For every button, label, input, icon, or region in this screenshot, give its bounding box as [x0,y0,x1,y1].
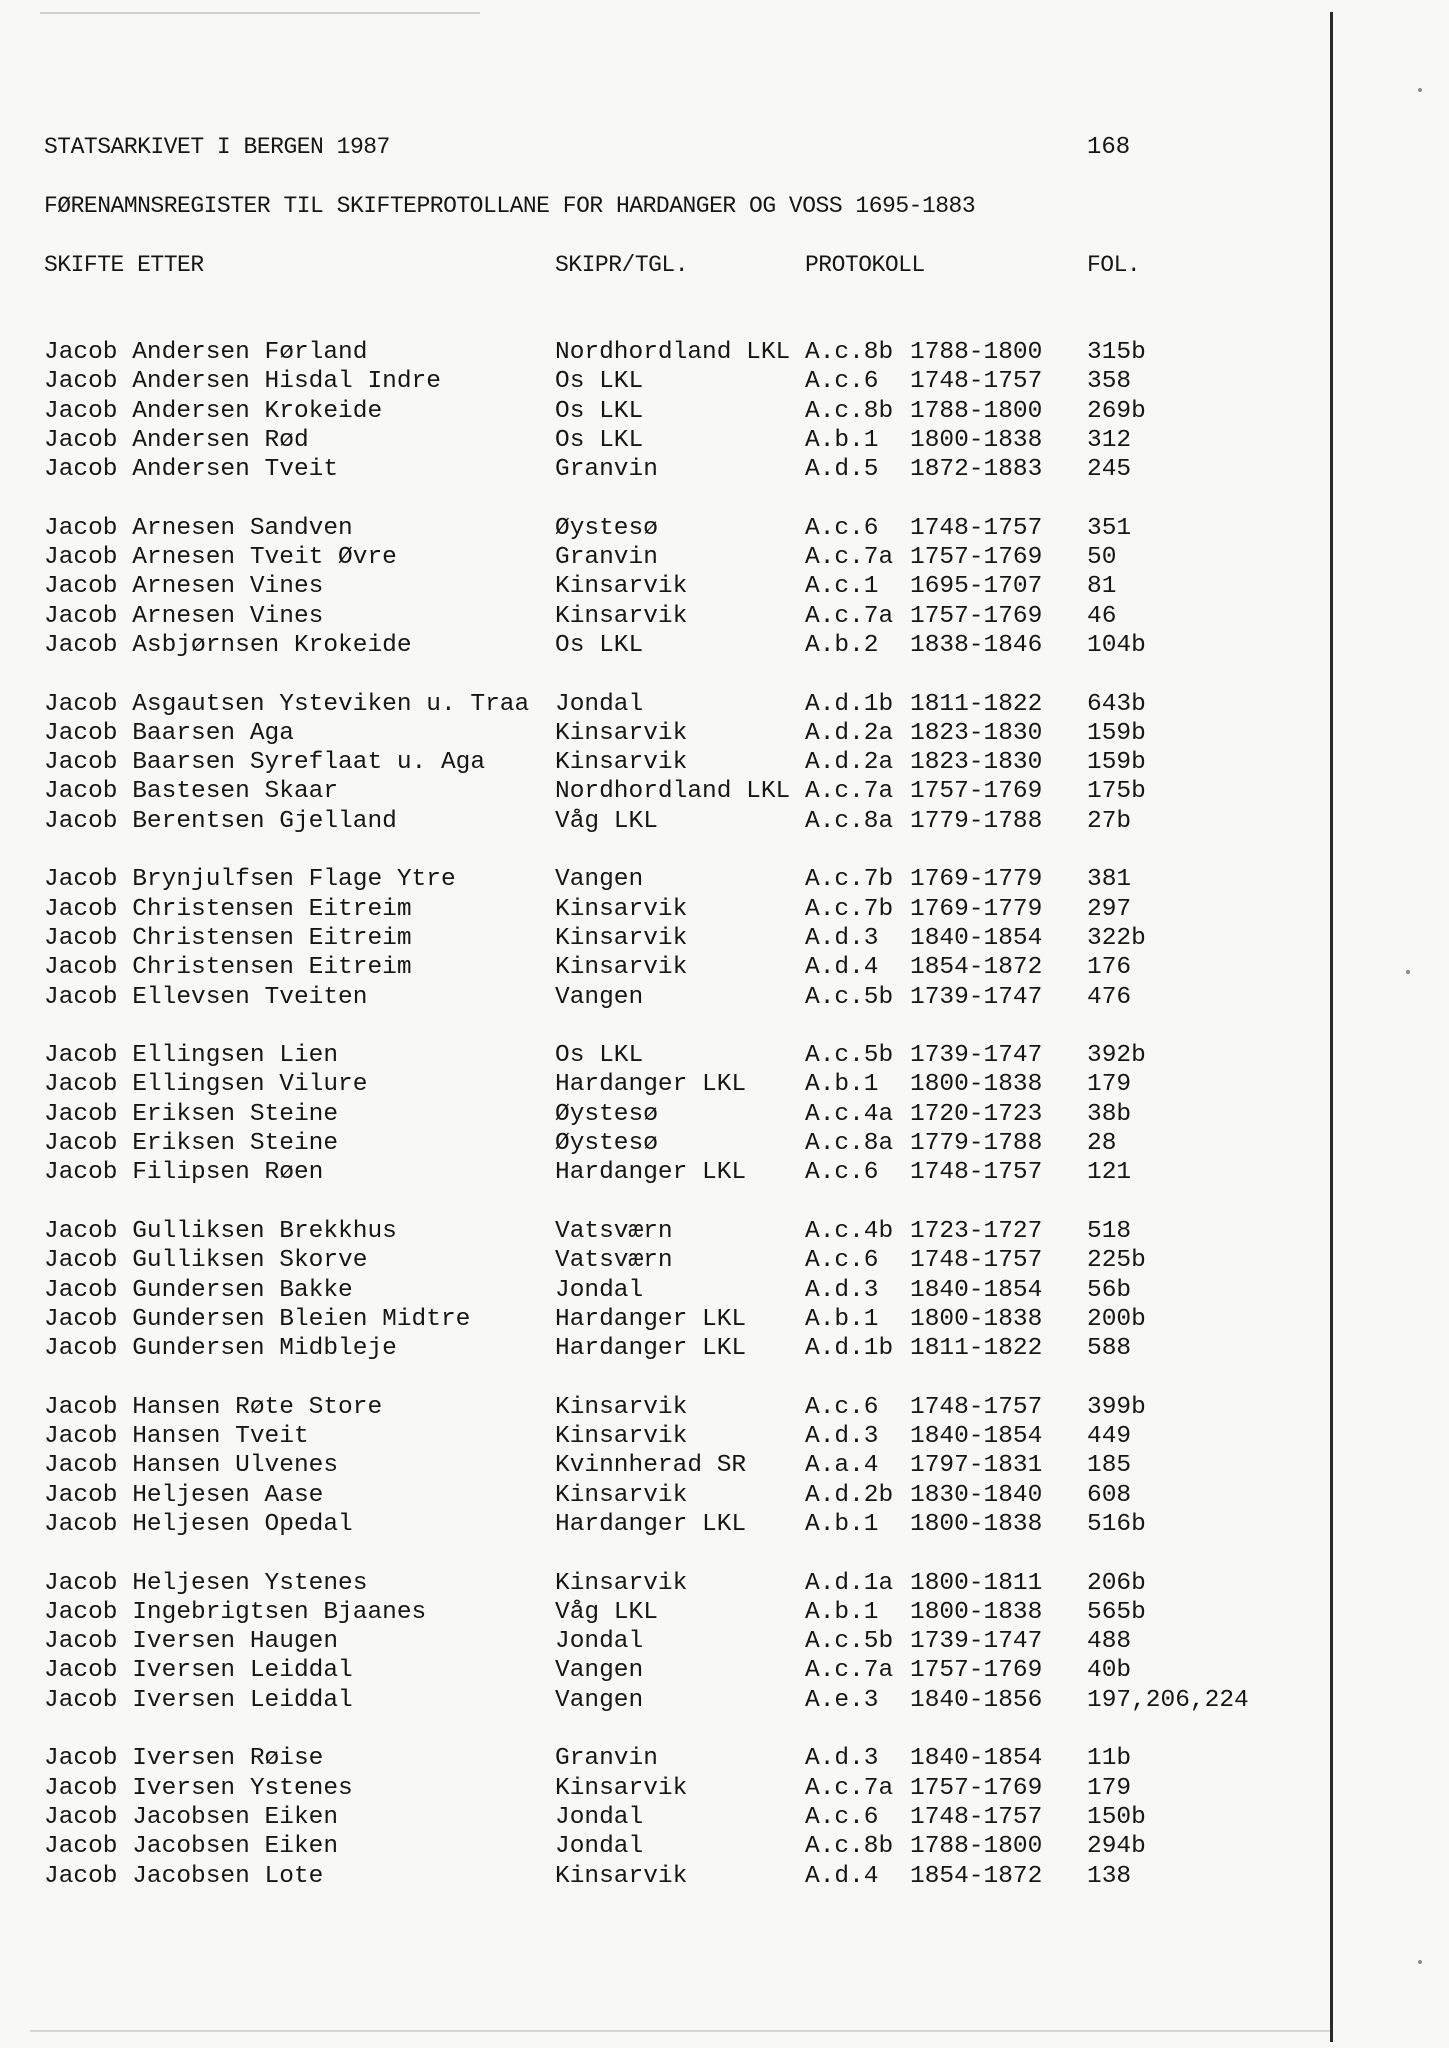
entry-name: Jacob Heljesen Ystenes [44,1570,368,1597]
entry-place: Hardanger LKL [555,1335,747,1362]
entry-place: Kinsarvik [555,1570,688,1597]
entry-years: 1748-1757 [910,1159,1043,1186]
entry-folio: 399b [1087,1394,1146,1421]
register-title: FØRENAMNSREGISTER TIL SKIFTEPROTOLLANE FOR HARDANGER OG VOSS 1695-1883 [44,193,976,219]
entry-folio: 159b [1087,749,1146,776]
entry-folio: 46 [1087,603,1117,630]
entry-folio: 488 [1087,1628,1132,1655]
entry-place: Øystesø [555,515,658,542]
entry-place: Nordhordland LKL [555,778,791,805]
entry-protocol-ref: A.c.8b [805,398,894,425]
entry-place: Kvinnherad SR [555,1452,747,1479]
entry-place: Vangen [555,1657,644,1684]
entry-name: Jacob Brynjulfsen Flage Ytre [44,866,456,893]
entry-place: Granvin [555,1745,658,1772]
entry-years: 1840-1854 [910,925,1043,952]
entry-protocol-ref: A.c.5b [805,1042,894,1069]
entry-protocol-ref: A.b.2 [805,632,879,659]
entry-place: Jondal [555,1277,644,1304]
entry-name: Jacob Asbjørnsen Krokeide [44,632,412,659]
entry-name: Jacob Eriksen Steine [44,1101,339,1128]
entry-place: Os LKL [555,398,644,425]
entry-folio: 449 [1087,1423,1132,1450]
column-header-name: SKIFTE ETTER [44,252,204,278]
entry-folio: 176 [1087,954,1132,981]
entry-name: Jacob Gundersen Midbleje [44,1335,397,1362]
entry-protocol-ref: A.c.8a [805,808,894,835]
entry-years: 1823-1830 [910,749,1043,776]
entry-years: 1811-1822 [910,691,1043,718]
entry-years: 1800-1811 [910,1570,1043,1597]
entry-name: Jacob Gulliksen Skorve [44,1247,368,1274]
scan-speck [1406,970,1410,974]
entry-place: Kinsarvik [555,896,688,923]
entry-name: Jacob Ellingsen Lien [44,1042,339,1069]
entry-protocol-ref: A.d.3 [805,1277,879,1304]
entry-name: Jacob Gundersen Bleien Midtre [44,1306,471,1333]
entry-place: Os LKL [555,1042,644,1069]
entry-protocol-ref: A.a.4 [805,1452,879,1479]
entry-protocol-ref: A.c.6 [805,1394,879,1421]
entry-folio: 175b [1087,778,1146,805]
entry-years: 1739-1747 [910,1628,1043,1655]
entry-protocol-ref: A.c.5b [805,984,894,1011]
entry-folio: 297 [1087,896,1132,923]
entry-folio: 269b [1087,398,1146,425]
entry-years: 1769-1779 [910,866,1043,893]
entry-name: Jacob Hansen Røte Store [44,1394,383,1421]
entry-folio: 381 [1087,866,1132,893]
entry-name: Jacob Andersen Rød [44,427,309,454]
entry-name: Jacob Iversen Leiddal [44,1657,353,1684]
entry-years: 1757-1769 [910,1775,1043,1802]
scan-speck [1418,1960,1422,1964]
entry-years: 1739-1747 [910,1042,1043,1069]
right-margin-line [1330,12,1333,2042]
entry-name: Jacob Iversen Haugen [44,1628,339,1655]
entry-protocol-ref: A.d.4 [805,954,879,981]
entry-years: 1830-1840 [910,1482,1043,1509]
column-header-place: SKIPR/TGL. [555,252,689,278]
entry-name: Jacob Ellevsen Tveiten [44,984,368,1011]
column-header-folio: FOL. [1087,252,1141,278]
entry-folio: 518 [1087,1218,1132,1245]
entry-name: Jacob Christensen Eitreim [44,925,412,952]
entry-years: 1823-1830 [910,720,1043,747]
entry-place: Hardanger LKL [555,1071,747,1098]
entry-folio: 225b [1087,1247,1146,1274]
entry-name: Jacob Heljesen Aase [44,1482,324,1509]
entry-protocol-ref: A.c.4b [805,1218,894,1245]
entry-folio: 56b [1087,1277,1132,1304]
entry-name: Jacob Gundersen Bakke [44,1277,353,1304]
entry-place: Hardanger LKL [555,1511,747,1538]
entry-place: Granvin [555,456,658,483]
entry-folio: 312 [1087,427,1132,454]
entry-protocol-ref: A.c.6 [805,1247,879,1274]
entry-place: Kinsarvik [555,1863,688,1890]
entry-folio: 121 [1087,1159,1132,1186]
entry-protocol-ref: A.c.6 [805,515,879,542]
entry-protocol-ref: A.d.3 [805,1745,879,1772]
entry-folio: 50 [1087,544,1117,571]
entry-protocol-ref: A.d.2b [805,1482,894,1509]
entry-years: 1788-1800 [910,398,1043,425]
entry-protocol-ref: A.c.7b [805,866,894,893]
entry-protocol-ref: A.d.1b [805,1335,894,1362]
top-edge-line [40,12,480,14]
entry-years: 1757-1769 [910,778,1043,805]
entry-years: 1840-1854 [910,1277,1043,1304]
entry-years: 1779-1788 [910,1130,1043,1157]
entry-name: Jacob Ingebrigtsen Bjaanes [44,1599,427,1626]
entry-years: 1800-1838 [910,1599,1043,1626]
entry-protocol-ref: A.c.7a [805,1657,894,1684]
entry-protocol-ref: A.c.7a [805,1775,894,1802]
entry-place: Os LKL [555,427,644,454]
entry-protocol-ref: A.c.7a [805,603,894,630]
entry-place: Granvin [555,544,658,571]
entry-years: 1720-1723 [910,1101,1043,1128]
entry-protocol-ref: A.b.1 [805,1511,879,1538]
entry-place: Vatsværn [555,1218,673,1245]
entry-place: Vangen [555,1687,644,1714]
entry-folio: 392b [1087,1042,1146,1069]
entry-protocol-ref: A.c.7b [805,896,894,923]
entry-protocol-ref: A.d.1b [805,691,894,718]
entry-name: Jacob Baarsen Aga [44,720,294,747]
entry-folio: 38b [1087,1101,1132,1128]
entry-place: Nordhordland LKL [555,339,791,366]
entry-years: 1840-1854 [910,1745,1043,1772]
entry-protocol-ref: A.d.3 [805,925,879,952]
entry-folio: 40b [1087,1657,1132,1684]
entry-place: Øystesø [555,1130,658,1157]
entry-place: Kinsarvik [555,1482,688,1509]
entry-folio: 197,206,224 [1087,1687,1249,1714]
entry-name: Jacob Andersen Krokeide [44,398,383,425]
entry-protocol-ref: A.d.3 [805,1423,879,1450]
entry-folio: 643b [1087,691,1146,718]
entry-years: 1695-1707 [910,573,1043,600]
entry-years: 1723-1727 [910,1218,1043,1245]
entry-years: 1748-1757 [910,1394,1043,1421]
bottom-edge-line [30,2030,1330,2032]
entry-place: Øystesø [555,1101,658,1128]
entry-place: Jondal [555,1628,644,1655]
entry-years: 1840-1856 [910,1687,1043,1714]
entry-years: 1811-1822 [910,1335,1043,1362]
entry-protocol-ref: A.d.2a [805,720,894,747]
entry-place: Kinsarvik [555,749,688,776]
entry-years: 1748-1757 [910,1247,1043,1274]
entry-protocol-ref: A.c.4a [805,1101,894,1128]
entry-name: Jacob Asgautsen Ysteviken u. Traa [44,691,530,718]
entry-folio: 608 [1087,1482,1132,1509]
entry-place: Kinsarvik [555,720,688,747]
entry-years: 1757-1769 [910,544,1043,571]
entry-place: Vangen [555,866,644,893]
entry-protocol-ref: A.d.2a [805,749,894,776]
entry-place: Våg LKL [555,1599,658,1626]
entry-place: Våg LKL [555,808,658,835]
entry-name: Jacob Iversen Ystenes [44,1775,353,1802]
entry-name: Jacob Hansen Ulvenes [44,1452,339,1479]
entry-protocol-ref: A.b.1 [805,1306,879,1333]
entry-years: 1800-1838 [910,1511,1043,1538]
entry-years: 1854-1872 [910,1863,1043,1890]
entry-folio: 294b [1087,1833,1146,1860]
entry-years: 1800-1838 [910,1306,1043,1333]
entry-years: 1840-1854 [910,1423,1043,1450]
entry-name: Jacob Jacobsen Eiken [44,1833,339,1860]
page-number: 168 [1087,134,1131,161]
entry-folio: 245 [1087,456,1132,483]
entry-place: Kinsarvik [555,573,688,600]
entry-name: Jacob Heljesen Opedal [44,1511,353,1538]
entry-name: Jacob Arnesen Tveit Øvre [44,544,397,571]
entry-folio: 185 [1087,1452,1132,1479]
entry-place: Kinsarvik [555,954,688,981]
entry-protocol-ref: A.b.1 [805,427,879,454]
entry-folio: 179 [1087,1775,1132,1802]
entry-name: Jacob Jacobsen Eiken [44,1804,339,1831]
archive-heading: STATSARKIVET I BERGEN 1987 [44,134,390,160]
entry-years: 1769-1779 [910,896,1043,923]
entry-place: Kinsarvik [555,1775,688,1802]
entry-name: Jacob Arnesen Sandven [44,515,353,542]
entry-protocol-ref: A.c.5b [805,1628,894,1655]
entry-folio: 358 [1087,368,1132,395]
entry-place: Os LKL [555,632,644,659]
entry-name: Jacob Baarsen Syreflaat u. Aga [44,749,486,776]
entry-name: Jacob Jacobsen Lote [44,1863,324,1890]
entry-years: 1748-1757 [910,1804,1043,1831]
entry-protocol-ref: A.b.1 [805,1599,879,1626]
entry-protocol-ref: A.c.8b [805,1833,894,1860]
entry-place: Vangen [555,984,644,1011]
entry-name: Jacob Filipsen Røen [44,1159,324,1186]
entry-folio: 315b [1087,339,1146,366]
entry-name: Jacob Ellingsen Vilure [44,1071,368,1098]
entry-folio: 565b [1087,1599,1146,1626]
entry-place: Vatsværn [555,1247,673,1274]
entry-protocol-ref: A.d.5 [805,456,879,483]
entry-folio: 150b [1087,1804,1146,1831]
entry-years: 1788-1800 [910,1833,1043,1860]
entry-place: Jondal [555,1804,644,1831]
entry-protocol-ref: A.c.6 [805,368,879,395]
entry-name: Jacob Iversen Leiddal [44,1687,353,1714]
entry-place: Hardanger LKL [555,1306,747,1333]
entry-protocol-ref: A.d.1a [805,1570,894,1597]
entry-name: Jacob Iversen Røise [44,1745,324,1772]
entry-folio: 104b [1087,632,1146,659]
entry-protocol-ref: A.e.3 [805,1687,879,1714]
entry-place: Os LKL [555,368,644,395]
entry-name: Jacob Gulliksen Brekkhus [44,1218,397,1245]
entry-years: 1800-1838 [910,1071,1043,1098]
entry-protocol-ref: A.c.7a [805,778,894,805]
entry-protocol-ref: A.c.7a [805,544,894,571]
entry-years: 1748-1757 [910,368,1043,395]
entry-years: 1872-1883 [910,456,1043,483]
entry-years: 1739-1747 [910,984,1043,1011]
entry-place: Kinsarvik [555,925,688,952]
entry-years: 1757-1769 [910,1657,1043,1684]
entry-name: Jacob Andersen Førland [44,339,368,366]
entry-folio: 81 [1087,573,1117,600]
entry-years: 1779-1788 [910,808,1043,835]
entry-folio: 27b [1087,808,1132,835]
entry-folio: 476 [1087,984,1132,1011]
entry-folio: 11b [1087,1745,1132,1772]
entry-place: Jondal [555,691,644,718]
scan-speck [1418,88,1422,92]
entry-years: 1748-1757 [910,515,1043,542]
entry-name: Jacob Arnesen Vines [44,573,324,600]
entry-folio: 28 [1087,1130,1117,1157]
entry-years: 1854-1872 [910,954,1043,981]
entry-protocol-ref: A.c.6 [805,1159,879,1186]
entry-protocol-ref: A.c.1 [805,573,879,600]
entry-place: Jondal [555,1833,644,1860]
entry-folio: 588 [1087,1335,1132,1362]
entry-folio: 206b [1087,1570,1146,1597]
entry-protocol-ref: A.c.8a [805,1130,894,1157]
entry-years: 1757-1769 [910,603,1043,630]
entry-name: Jacob Berentsen Gjelland [44,808,397,835]
entry-protocol-ref: A.c.6 [805,1804,879,1831]
entry-folio: 159b [1087,720,1146,747]
entry-place: Hardanger LKL [555,1159,747,1186]
entry-name: Jacob Hansen Tveit [44,1423,309,1450]
column-header-protocol: PROTOKOLL [805,252,925,278]
entry-years: 1797-1831 [910,1452,1043,1479]
entry-place: Kinsarvik [555,603,688,630]
entry-folio: 200b [1087,1306,1146,1333]
entry-protocol-ref: A.b.1 [805,1071,879,1098]
entry-name: Jacob Arnesen Vines [44,603,324,630]
entry-place: Kinsarvik [555,1394,688,1421]
entry-folio: 179 [1087,1071,1132,1098]
entry-years: 1838-1846 [910,632,1043,659]
entry-name: Jacob Eriksen Steine [44,1130,339,1157]
entry-years: 1800-1838 [910,427,1043,454]
entry-protocol-ref: A.d.4 [805,1863,879,1890]
entry-place: Kinsarvik [555,1423,688,1450]
entry-name: Jacob Andersen Hisdal Indre [44,368,441,395]
entry-folio: 138 [1087,1863,1132,1890]
entry-protocol-ref: A.c.8b [805,339,894,366]
entry-name: Jacob Christensen Eitreim [44,896,412,923]
entry-name: Jacob Christensen Eitreim [44,954,412,981]
entry-folio: 351 [1087,515,1132,542]
entry-folio: 322b [1087,925,1146,952]
entry-name: Jacob Andersen Tveit [44,456,339,483]
entry-years: 1788-1800 [910,339,1043,366]
entry-name: Jacob Bastesen Skaar [44,778,339,805]
entry-folio: 516b [1087,1511,1146,1538]
